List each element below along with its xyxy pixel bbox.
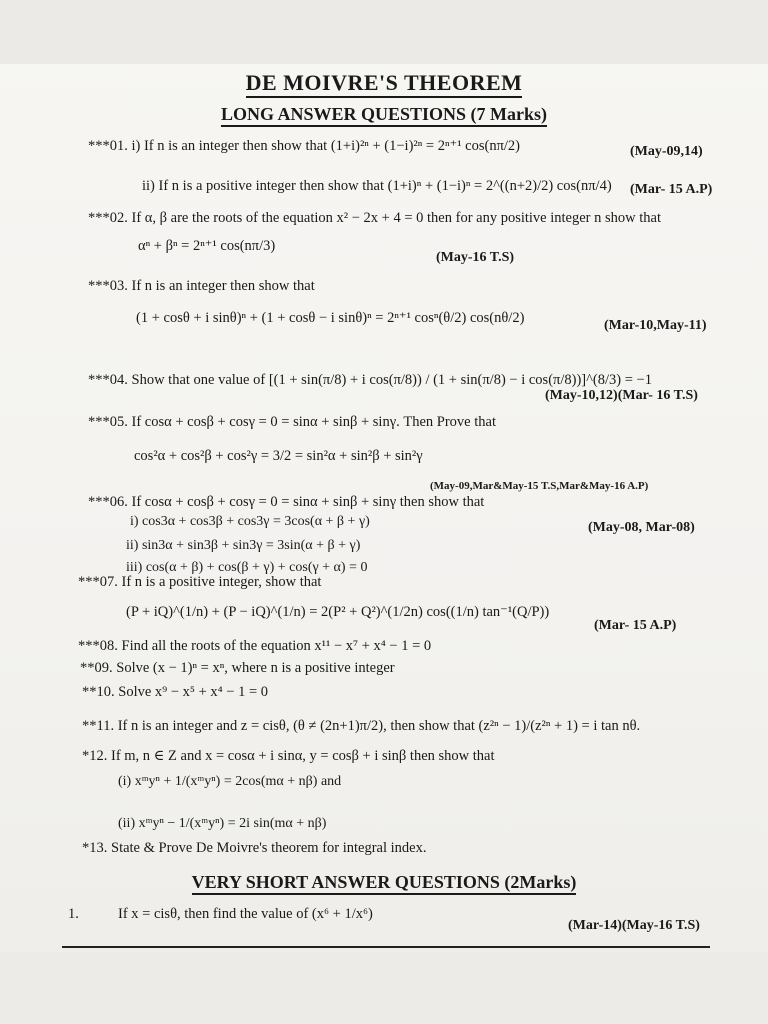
question-12: *12. If m, n ∈ Z and x = cosα + i sinα, y = cosβ + i sinβ then show that [82, 748, 495, 764]
question-04-ref: (May-10,12)(Mar- 16 T.S) [545, 388, 698, 403]
question-01-ii-ref: (Mar- 15 A.P) [630, 182, 713, 197]
question-13: *13. State & Prove De Moivre's theorem for integral index. [82, 840, 427, 856]
question-01-i-ref: (May-09,14) [630, 144, 703, 159]
question-03-formula: (1 + cosθ + i sinθ)ⁿ + (1 + cosθ − i sinθ)ⁿ = 2ⁿ⁺¹ cosⁿ(θ/2) cos(nθ/2) [136, 310, 525, 326]
question-11: **11. If n is an integer and z = cisθ, (θ ≠ (2n+1)π/2), then show that (z²ⁿ − 1)/(z²ⁿ + 1) = i tan nθ. [82, 718, 641, 734]
question-08: ***08. Find all the roots of the equation x¹¹ − x⁷ + x⁴ − 1 = 0 [78, 638, 432, 654]
question-05: ***05. If cosα + cosβ + cosγ = 0 = sinα + sinβ + sinγ. Then Prove that [88, 414, 496, 430]
question-02: ***02. If α, β are the roots of the equation x² − 2x + 4 = 0 then for any positive integer n show that [88, 210, 661, 226]
page-title: DE MOIVRE'S THEOREM [0, 70, 768, 96]
question-07-formula: (P + iQ)^(1/n) + (P − iQ)^(1/n) = 2(P² + Q²)^(1/2n) cos((1/n) tan⁻¹(Q/P)) [126, 604, 550, 620]
question-06-ii: ii) sin3α + sin3β + sin3γ = 3sin(α + β + γ) [126, 538, 361, 553]
bottom-margin [0, 952, 768, 1024]
question-02-ref: (May-16 T.S) [436, 250, 515, 265]
question-10: **10. Solve x⁹ − x⁵ + x⁴ − 1 = 0 [82, 684, 269, 700]
short-question-1: If x = cisθ, then find the value of (x⁶ + 1/x⁶) [118, 906, 373, 922]
question-05-ref: (May-09,Mar&May-15 T.S,Mar&May-16 A.P) [430, 480, 649, 492]
bottom-rule [62, 946, 710, 948]
question-09: **09. Solve (x − 1)ⁿ = xⁿ, where n is a positive integer [80, 660, 395, 676]
top-margin [0, 0, 768, 64]
question-06-iii: iii) cos(α + β) + cos(β + γ) + cos(γ + α) = 0 [126, 560, 368, 575]
question-06-i: i) cos3α + cos3β + cos3γ = 3cos(α + β + γ) [130, 514, 370, 529]
question-12-ii: (ii) xᵐyⁿ − 1/(xᵐyⁿ) = 2i sin(mα + nβ) [118, 816, 327, 831]
question-01-ii: ii) If n is a positive integer then show that (1+i)ⁿ + (1−i)ⁿ = 2^((n+2)/2) cos(nπ/4) [142, 178, 612, 194]
section-heading-long: LONG ANSWER QUESTIONS (7 Marks) [0, 104, 768, 125]
question-04: ***04. Show that one value of [(1 + sin(π/8) + i cos(π/8)) / (1 + sin(π/8) − i cos(π/8))]^(8/3) = −1 [88, 372, 652, 388]
question-06-ref: (May-08, Mar-08) [588, 520, 695, 535]
question-05-formula: cos²α + cos²β + cos²γ = 3/2 = sin²α + sin²β + sin²γ [134, 448, 423, 464]
short-question-number: 1. [68, 906, 79, 922]
question-06: ***06. If cosα + cosβ + cosγ = 0 = sinα + sinβ + sinγ then show that [88, 494, 485, 510]
question-07: ***07. If n is a positive integer, show that [78, 574, 322, 590]
short-question-1-ref: (Mar-14)(May-16 T.S) [568, 918, 700, 933]
question-03: ***03. If n is an integer then show that [88, 278, 315, 294]
question-07-ref: (Mar- 15 A.P) [594, 618, 677, 633]
question-12-i: (i) xᵐyⁿ + 1/(xᵐyⁿ) = 2cos(mα + nβ) and [118, 774, 342, 789]
question-02-formula: αⁿ + βⁿ = 2ⁿ⁺¹ cos(nπ/3) [138, 238, 276, 254]
question-03-ref: (Mar-10,May-11) [604, 318, 707, 333]
section-heading-short: VERY SHORT ANSWER QUESTIONS (2Marks) [0, 872, 768, 893]
question-01-i: ***01. i) If n is an integer then show that (1+i)²ⁿ + (1−i)²ⁿ = 2ⁿ⁺¹ cos(nπ/2) [88, 138, 521, 154]
